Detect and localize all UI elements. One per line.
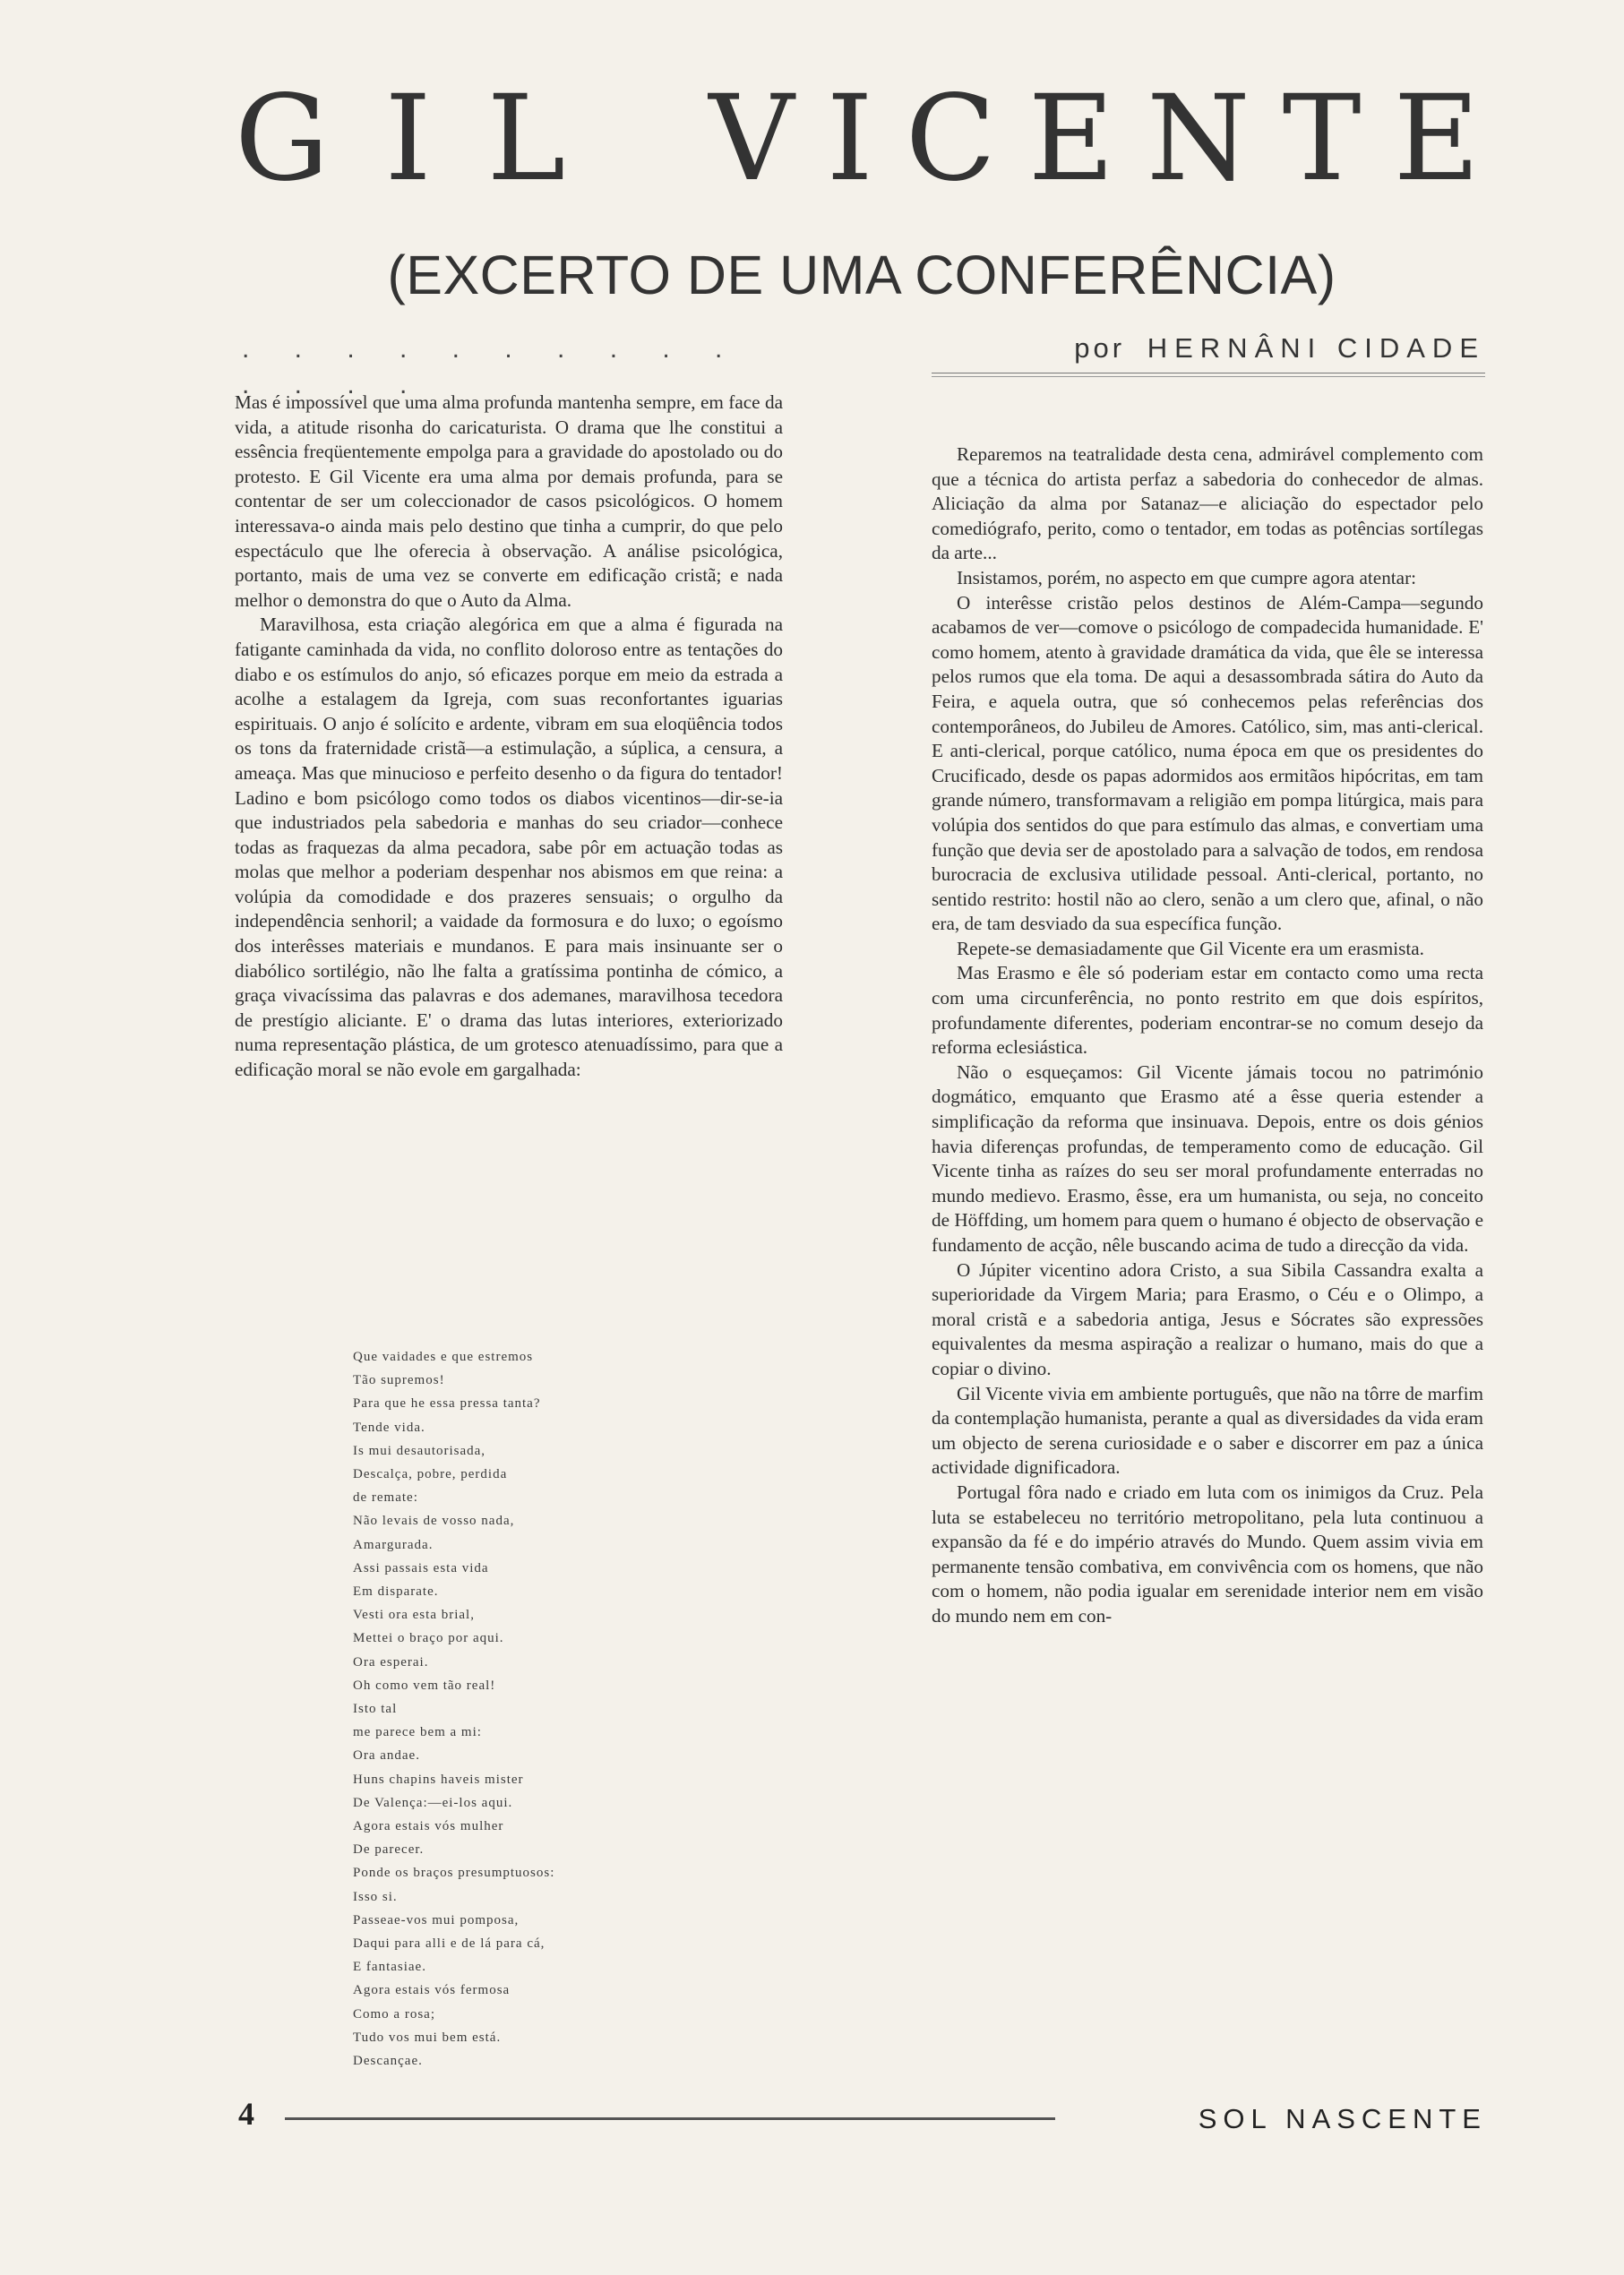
paragraph: Portugal fôra nado e criado em luta com os inimigos da Cruz. Pela luta se estabeleceu no território metropolitano, pela luta continuou a expansão da fé e do império através do Mundo. Quem assim vivia em permanente tensão combativa, em convivência com os homens, que não com o homem, não podia igualar em serenidade interior nem em visão do mundo nem em con- <box>932 1481 1483 1627</box>
paragraph: O interêsse cristão pelos destinos de Além-Campa—segundo acabamos de ver—comove o psicólogo de compadecida humanidade. E' como homem, atento à gravidade dramática da vida, que êle se interessa pelos rumos que ela toma. De aqui a desassombrada sátira do Auto da Feira, e aquela outra, que só conhecemos pelas referências dos contemporâneos, do Jubileu de Amores. Católico, sim, mas anti-clerical. E anti-clerical, porque católico, numa época em que os presidentes do Crucificado, desde os papas adormidos aos ermitãos hipócritas, em tam grande número, transformavam a religião em pompa litúrgica, mais para volúpia dos sentidos do que para estímulo das almas, e convertiam uma função que devia ser de apostolado para a salvação de todos, em rendosa burocracia de exclusiva utilidade pessoal. Anti-clerical, portanto, no sentido restrito: hostil não ao clero, senão a um clero que, afinal, o não era, de tam desviado da sua específica função. <box>932 591 1483 935</box>
byline-prefix: por <box>1074 332 1126 364</box>
poem-line: Assi passais esta vida <box>353 1560 489 1575</box>
poem-line: Descançae. <box>353 2054 423 2069</box>
poem-line: de remate: <box>353 1490 418 1506</box>
poem-quote <box>353 1345 693 2073</box>
poem-line: Mettei o braço por aqui. <box>353 1631 504 1646</box>
poem-line: Em disparate. <box>353 1584 439 1600</box>
article-title <box>235 70 1512 208</box>
byline-author: HERNÂNI CIDADE <box>1147 332 1485 364</box>
poem-line: Isto tal <box>353 1702 398 1717</box>
title-word-gil: GIL <box>235 70 622 208</box>
poem-line: me parece bem a mi: <box>353 1725 482 1740</box>
poem-line: De parecer. <box>353 1842 425 1858</box>
poem-line: Is mui desautorisada, <box>353 1443 486 1458</box>
page-number: 4 <box>238 2096 254 2132</box>
poem-line: Para que he essa pressa tanta? <box>353 1396 541 1412</box>
poem-line: Oh como vem tão real! <box>353 1678 496 1693</box>
poem-line: De Valença:—ei-los aqui. <box>353 1795 513 1810</box>
poem-line: Tudo vos mui bem está. <box>353 2030 502 2045</box>
poem-line: Ora andae. <box>353 1748 420 1764</box>
paragraph: Gil Vicente vivia em ambiente português, que não na tôrre de marfim da contemplação humanista, perante a qual as diversidades da vida eram um objecto de serena curiosidade e o saber e discorrer em paz a única actividade dignificadora. <box>932 1382 1483 1479</box>
left-column <box>235 391 783 1083</box>
poem-line: E fantasiae. <box>353 1960 426 1975</box>
paragraph: Repete-se demasiadamente que Gil Vicente era um erasmista. <box>957 937 1424 959</box>
footer-rule <box>285 2117 1055 2120</box>
poem-line: Vesti ora esta brial, <box>353 1608 475 1623</box>
paragraph: Reparemos na teatralidade desta cena, admirável complemento com que a técnica do artista perfaz a sabedoria do conhecedor de almas. Aliciação da alma por Satanaz—e aliciação do espectador pelo comediógrafo, perito, como o tentador, em todas as potências sortílegas da arte... <box>932 443 1483 564</box>
byline-rule <box>932 373 1485 377</box>
paragraph: Insistamos, porém, no aspecto em que cumpre agora atentar: <box>957 566 1417 588</box>
poem-line: Isso si. <box>353 1889 398 1904</box>
poem-line: Agora estais vós mulher <box>353 1819 504 1834</box>
poem-line: Não levais de vosso nada, <box>353 1514 515 1529</box>
poem-line: Daqui para alli e de lá para cá, <box>353 1936 546 1952</box>
poem-line: Ponde os braços presumptuosos: <box>353 1866 555 1881</box>
poem-line: Passeae-vos mui pomposa, <box>353 1912 520 1927</box>
poem-line: Huns chapins haveis mister <box>353 1772 524 1787</box>
poem-line: Amargurada. <box>353 1537 434 1552</box>
paragraph: Mas Erasmo e êle só poderiam estar em contacto como uma recta com uma circunferência, no ponto restrito em que dois espíritos, profundamente diferentes, poderiam encontrar-se no comum desejo da reforma eclesiástica. <box>932 962 1483 1059</box>
right-column <box>932 442 1483 1629</box>
paragraph: Não o esqueçamos: Gil Vicente jámais tocou no património dogmático, emquanto que Erasmo até a êsse queria estender a simplificação da reforma que insinuava. Depois, entre os dois génios havia diferenças profundas, de temperamento como de educação. Gil Vicente tinha as raízes do seu ser moral profundamente enterradas no mundo medievo. Erasmo, êsse, era um humanista, ou seja, no conceito de Höffding, um homem para quem o humano é objecto de observação e fundamento de acção, nêle buscando acima de tudo a direcção da vida. <box>932 1060 1483 1256</box>
poem-line: Tende vida. <box>353 1420 425 1435</box>
byline <box>932 328 1485 369</box>
paragraph: Maravilhosa, esta criação alegórica em que a alma é figurada na fatigante caminhada da vida, no conflito doloroso entre as tentações do diabo e os estímulos do anjo, só eficazes porque em meio da estrada a acolhe a estalagem da Igreja, com suas reconfortantes iguarias espirituais. O anjo é solícito e ardente, vibram em sua eloqüência todos os tons da fraternidade cristã—a estimulação, a súplica, a censura, a ameaça. Mas que minucioso e perfeito desenho o da figura do tentador! Ladino e bom psicólogo como todos os diabos vicentinos—dir-se-ia que industriados pela sabedoria e manhas do seu criador—conhece todas as fraquezas da alma pecadora, sabe pôr em actuação todas as molas que melhor a poderiam despenhar nos abismos em que reina: a volúpia da comodidade e dos prazeres sensuais; o orgulho da independência senhoril; a vaidade da formosura e do luxo; o egoísmo dos interêsses materiais e mundanos. E para mais insinuante ser o diabólico sortilégio, não lhe falta a gratíssima pontinha de cómico, a graça vivacíssima das palavras e dos ademanes, maravilhosa tecedora de prestígio aliciante. E' o drama das lutas interiores, exteriorizado numa representação plástica, de um grotesco atenuadíssimo, para que a edificação moral se não evole em gargalhada: <box>235 614 783 1081</box>
poem-line: Tão supremos! <box>353 1373 445 1388</box>
ellipsis-dots: . . . . . . . . . . . . . . <box>242 334 742 399</box>
poem-line: Ora esperai. <box>353 1654 429 1670</box>
paragraph: O Júpiter vicentino adora Cristo, a sua Sibila Cassandra exalta a superioridade da Virgem Maria; para Erasmo, o Céu e o Olimpo, a moral cristã e a sabedoria antiga, Jesus e Sócrates são expressões equivalentes da mesma aspiração a realizar o humano, mais do que a copiar o divino. <box>932 1258 1483 1379</box>
poem-line: Agora estais vós fermosa <box>353 1983 511 1998</box>
poem-line: Que vaidades e que estremos <box>353 1350 534 1364</box>
publication-name: SOL NASCENTE <box>1198 2103 1487 2134</box>
title-word-vicente: VICENTE <box>709 70 1512 208</box>
poem-line: Descalça, pobre, perdida <box>353 1467 508 1482</box>
poem-line: Como a rosa; <box>353 2006 435 2022</box>
article-subtitle: (EXCERTO DE UMA CONFERÊNCIA) <box>387 245 1336 305</box>
paragraph: Mas é impossível que uma alma profunda mantenha sempre, em face da vida, a atitude risonha do caricaturista. O drama que lhe constitui a essência freqüentemente empolga para a gravidade do apostolado ou do protesto. E Gil Vicente era uma alma por demais profunda, para se contentar de ser um coleccionador de casos psicológicos. O homem interessava-o ainda mais pelo destino que tinha a cumprir, do que pelo espectáculo que lhe oferecia à observação. A análise psicológica, portanto, mais de uma vez se converte em edificação cristã; e nada melhor o demonstra do que o Auto da Alma. <box>235 391 783 611</box>
